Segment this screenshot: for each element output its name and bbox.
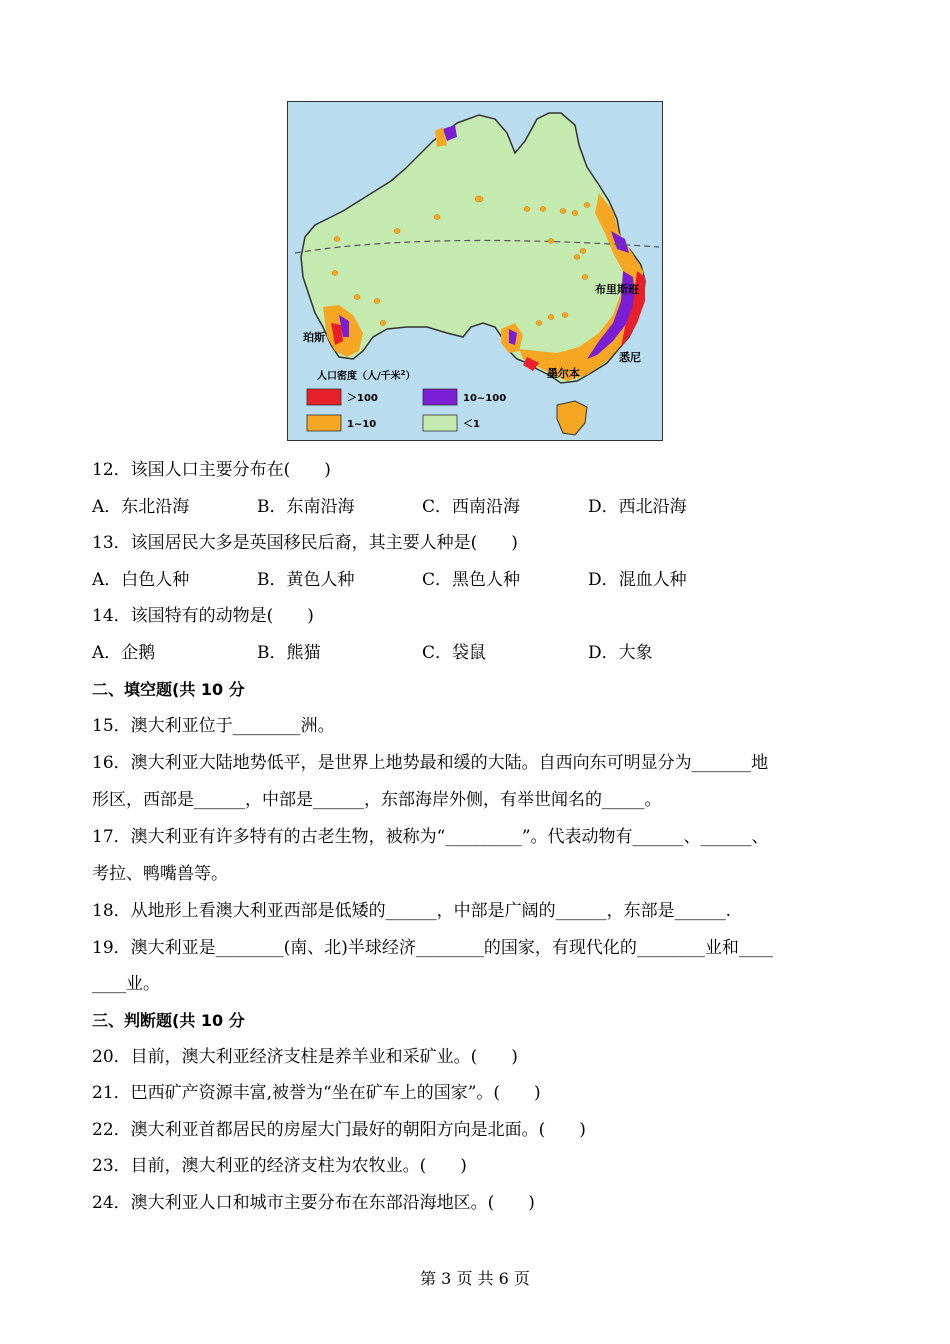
question-12-option-a: A．东北沿海 — [92, 497, 190, 517]
legend-label-1-10: 1~10 — [347, 419, 377, 430]
legend-swatch-lt1 — [423, 415, 457, 431]
page-footer: 第 3 页 共 6 页 — [420, 1269, 530, 1288]
section-2-line-5: 考拉、鸭嘴兽等。 — [92, 864, 228, 884]
section-3-heading: 三、判断题(共 10 分 — [92, 1011, 245, 1030]
section-2-heading: 二、填空题(共 10 分 — [92, 680, 245, 699]
legend-label-gt100: ＞100 — [347, 393, 378, 404]
question-14-stem: 14．该国特有的动物是( ) — [92, 606, 314, 626]
legend-label-10-100: 10~100 — [463, 393, 507, 404]
question-13-option-b: B．黄色人种 — [257, 570, 355, 590]
city-sydney: 悉尼 — [619, 351, 641, 364]
question-12-option-d: D．西北沿海 — [588, 497, 687, 517]
section-3-line-1: 20．目前，澳大利亚经济支柱是养羊业和采矿业。( ) — [92, 1047, 518, 1067]
population-density-map — [287, 101, 663, 441]
question-14-option-d: D．大象 — [588, 643, 653, 663]
question-13-stem: 13．该国居民大多是英国移民后裔，其主要人种是( ) — [92, 533, 518, 553]
section-2-line-6: 18．从地形上看澳大利亚西部是低矮的______，中部是广阔的______，东部是______. — [92, 901, 732, 921]
legend-label-lt1: ＜1 — [463, 419, 480, 430]
australia-map-svg — [287, 101, 663, 441]
question-13-option-c: C．黑色人种 — [422, 570, 521, 590]
section-2-line-8: ____业。 — [92, 974, 160, 994]
section-2-line-4: 17．澳大利亚有许多特有的古老生物，被称为“_________”。代表动物有______、______、 — [92, 827, 769, 847]
section-2-line-3: 形区，西部是______，中部是______，东部海岸外侧，有举世闻名的_____。 — [92, 790, 662, 810]
question-13-option-d: D．混血人种 — [588, 570, 687, 590]
question-12-option-c: C．西南沿海 — [422, 497, 521, 517]
legend-swatch-10-100 — [423, 389, 457, 405]
section-2-line-1: 15．澳大利亚位于________洲。 — [92, 716, 335, 736]
section-2-line-7: 19．澳大利亚是________(南、北)半球经济________的国家，有现代化的________业和____ — [92, 938, 773, 958]
question-14-option-b: B．熊猫 — [257, 643, 321, 663]
legend-title: 人口密度（人/千米$^2$） — [317, 369, 416, 382]
question-12-option-b: B．东南沿海 — [257, 497, 355, 517]
section-3-line-2: 21．巴西矿产资源丰富,被誉为“坐在矿车上的国家”。( ) — [92, 1083, 541, 1103]
city-brisbane: 布里斯班 — [595, 283, 639, 296]
section-3-line-4: 23．目前，澳大利亚的经济支柱为农牧业。( ) — [92, 1156, 467, 1176]
city-perth: 珀斯 — [303, 331, 325, 344]
section-3-line-3: 22．澳大利亚首都居民的房屋大门最好的朝阳方向是北面。( ) — [92, 1120, 586, 1140]
question-14-option-c: C．袋鼠 — [422, 643, 487, 663]
question-12-stem: 12．该国人口主要分布在( ) — [92, 460, 331, 480]
question-14-option-a: A．企鹅 — [92, 643, 156, 663]
legend-swatch-1-10 — [307, 415, 341, 431]
legend-swatch-gt100 — [307, 389, 341, 405]
section-3-line-5: 24．澳大利亚人口和城市主要分布在东部沿海地区。( ) — [92, 1193, 535, 1213]
section-2-line-2: 16．澳大利亚大陆地势低平，是世界上地势最和缓的大陆。自西向东可明显分为_______地 — [92, 753, 769, 773]
city-melbourne: 墨尔本 — [547, 367, 580, 380]
question-13-option-a: A．白色人种 — [92, 570, 190, 590]
